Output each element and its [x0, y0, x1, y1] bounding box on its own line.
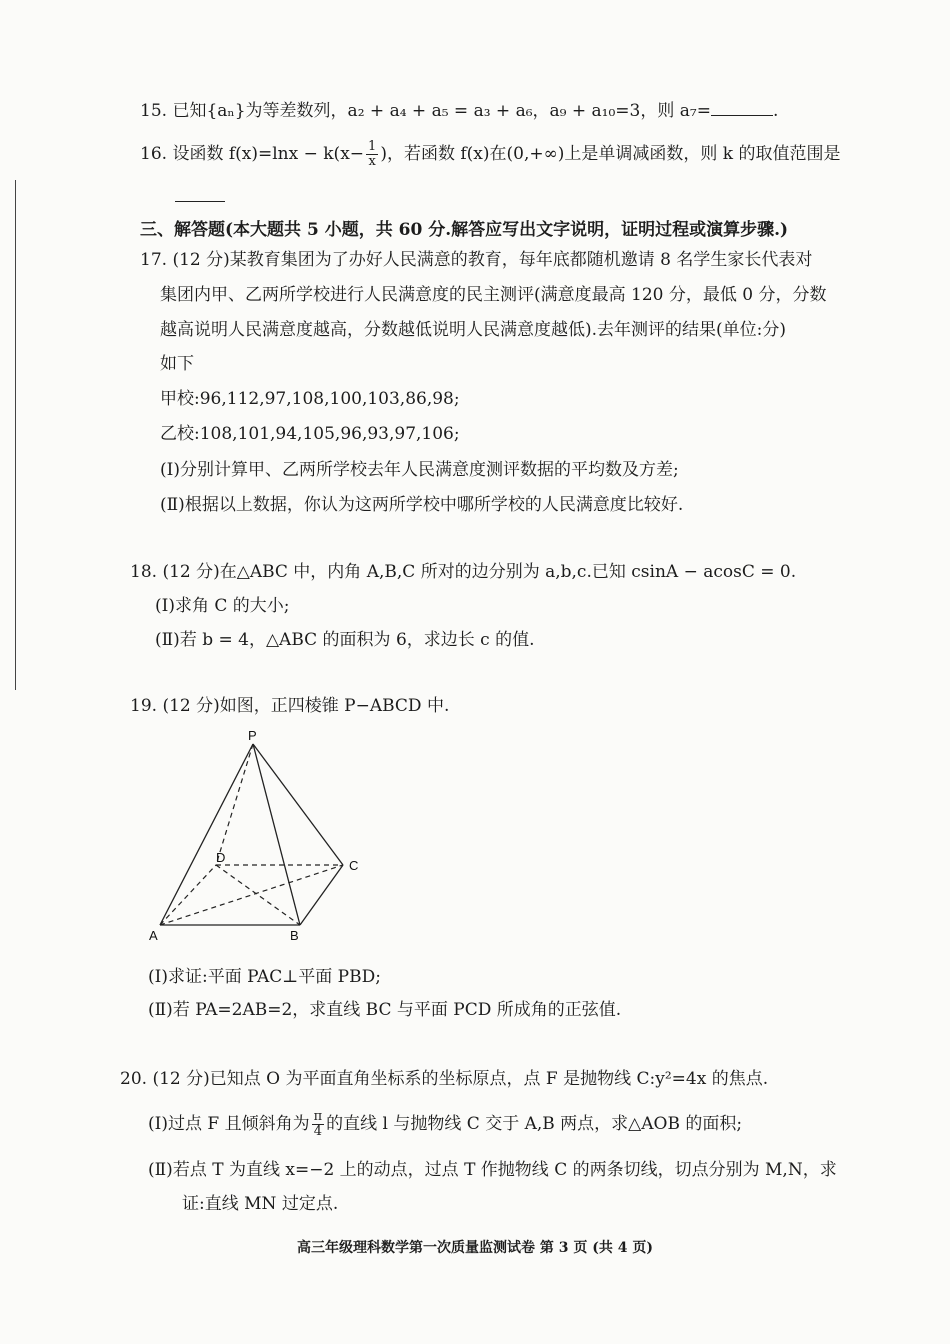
q15-text: 15. 已知{aₙ}为等差数列，a₂ + a₄ + a₅ = a₃ + a₆，a₉ + a₁₀=3，则 a₇=: [140, 101, 711, 121]
q18-line-1: 18. (12 分)在△ABC 中，内角 A,B,C 所对的边分别为 a,b,c.已知 csinA − acosC = 0.: [130, 562, 797, 582]
vertex-label-B: B: [290, 928, 299, 943]
q17-line-2: 集团内甲、乙两所学校进行人民满意度的民主测评(满意度最高 120 分，最低 0 分，分数: [160, 285, 827, 305]
margin-rule: [15, 180, 16, 690]
q17-part-1: (Ⅰ)分别计算甲、乙两所学校去年人民满意度测评数据的平均数及方差;: [160, 460, 679, 480]
q20-line-1: 20. (12 分)已知点 O 为平面直角坐标系的坐标原点，点 F 是抛物线 C:y²=4x 的焦点.: [120, 1069, 769, 1089]
answer-blank-line: [175, 185, 225, 209]
q20-part-2-line-2: 证:直线 MN 过定点.: [182, 1194, 339, 1214]
section-heading: 三、解答题(本大题共 5 小题，共 60 分.解答应写出文字说明，证明过程或演算步骤.): [140, 220, 789, 240]
fraction: $\frac{1}{x}$: [368, 139, 377, 169]
q17-line-4: 如下: [160, 354, 194, 374]
question-16: 16. 设函数 f(x)=lnx − k(x− $\frac{1}{x}$ )，若函数 f(x)在(0,+∞)上是单调减函数，则 k 的取值范围是: [140, 139, 841, 169]
q19-line-1: 19. (12 分)如图，正四棱锥 P−ABCD 中.: [130, 696, 450, 716]
pyramid-figure: [140, 722, 380, 947]
page-footer: 高三年级理科数学第一次质量监测试卷 第 3 页 (共 4 页): [297, 1240, 653, 1256]
q18-part-1: (Ⅰ)求角 C 的大小;: [155, 596, 290, 616]
fraction: $\frac{\pi}{4}$: [313, 1109, 323, 1139]
vertex-label-P: P: [248, 728, 257, 743]
q20-part-2-line-1: (Ⅱ)若点 T 为直线 x=−2 上的动点，过点 T 作抛物线 C 的两条切线，切点分别为 M,N，求: [148, 1160, 837, 1180]
question-15: 15. 已知{aₙ}为等差数列，a₂ + a₄ + a₅ = a₃ + a₆，a₉ + a₁₀=3，则 a₇= .: [140, 101, 779, 121]
answer-blank: [175, 187, 225, 202]
q17-line-1: 17. (12 分)某教育集团为了办好人民满意的教育，每年底都随机邀请 8 名学生家长代表对: [140, 250, 813, 270]
vertex-label-D: D: [216, 850, 226, 865]
q17-school-b-data: 乙校:108,101,94,105,96,93,97,106;: [160, 424, 460, 444]
q19-part-2: (Ⅱ)若 PA=2AB=2，求直线 BC 与平面 PCD 所成角的正弦值.: [148, 1000, 622, 1020]
vertex-label-C: C: [349, 858, 359, 873]
answer-blank: [711, 101, 773, 116]
q17-school-a-data: 甲校:96,112,97,108,100,103,86,98;: [160, 389, 460, 409]
q17-line-3: 越高说明人民满意度越高，分数越低说明人民满意度越低).去年测评的结果(单位:分): [160, 320, 787, 340]
q20-part-1: (Ⅰ)过点 F 且倾斜角为 $\frac{\pi}{4}$ 的直线 l 与抛物线 C 交于 A,B 两点，求△AOB 的面积;: [148, 1109, 743, 1139]
q17-part-2: (Ⅱ)根据以上数据，你认为这两所学校中哪所学校的人民满意度比较好.: [160, 495, 684, 515]
q19-part-1: (Ⅰ)求证:平面 PAC⊥平面 PBD;: [148, 967, 381, 987]
vertex-label-A: A: [149, 928, 158, 943]
q18-part-2: (Ⅱ)若 b = 4，△ABC 的面积为 6，求边长 c 的值.: [155, 630, 535, 650]
